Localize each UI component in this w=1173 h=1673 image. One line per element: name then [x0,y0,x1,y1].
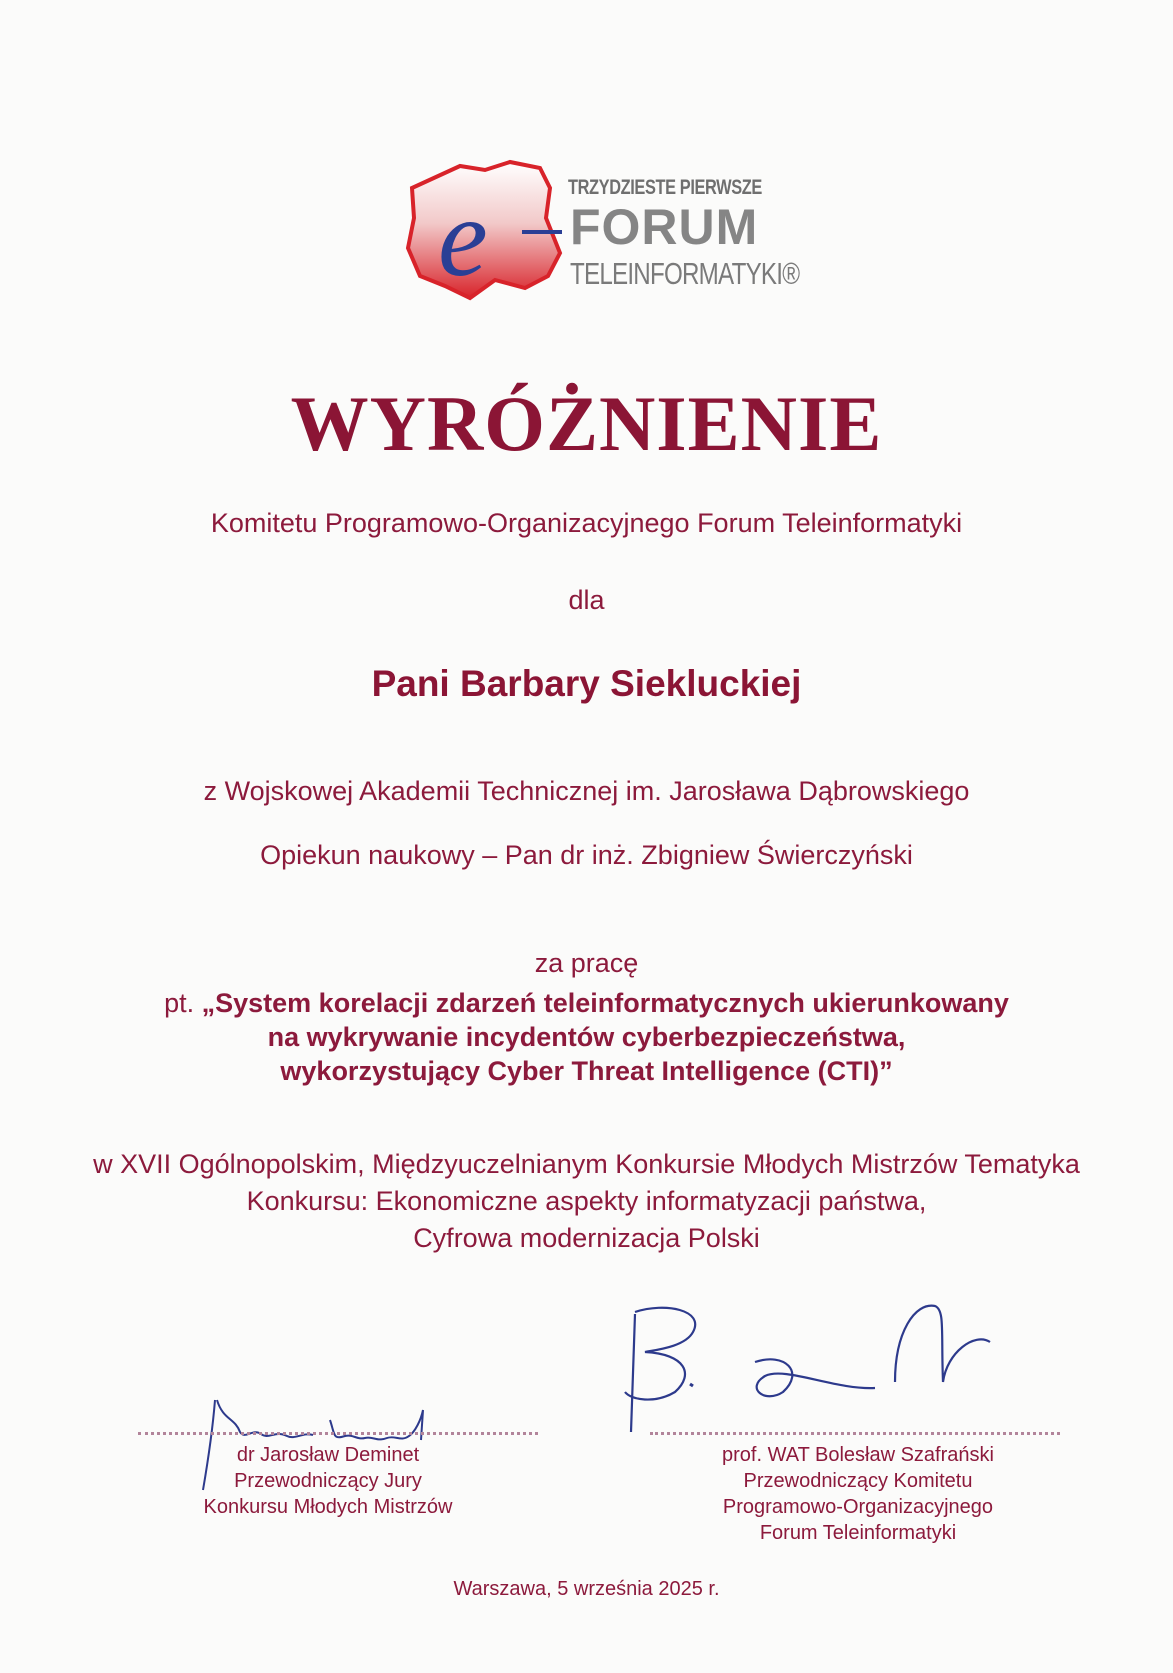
work-prefix: pt. [164,988,195,1018]
contest-line2: Konkursu: Ekonomiczne aspekty informatyzacji państwa, [246,1186,927,1216]
right-signatory [648,1442,1068,1546]
forum-logo [400,158,800,308]
logo-line3: TELEINFORMATYKI® [570,256,800,291]
contest-text [0,1146,1173,1257]
logo-e-letter: e [438,176,488,300]
committee-text: Komitetu Programowo-Organizacyjnego Forum Teleinformatyki [210,508,963,538]
left-signatory-role2: Konkursu Młodych Mistrzów [203,1496,453,1518]
right-signatory-name: prof. WAT Bolesław Szafrański [722,1444,994,1466]
right-signatory-role3: Forum Teleinformatyki [759,1522,957,1544]
logo-line1: TRZYDZIESTE PIERWSZE [568,176,762,199]
work-intro: za pracę [534,948,639,978]
contest-line3: Cyfrowa modernizacja Polski [413,1223,760,1253]
signature-line-left [138,1432,538,1435]
for-word: dla [568,585,605,615]
work-title-line3: wykorzystujący Cyber Threat Intelligence (CTI)” [280,1056,893,1086]
institution-text: z Wojskowej Akademii Technicznej im. Jarosława Dąbrowskiego [203,776,970,806]
right-signatory-role2: Programowo-Organizacyjnego [722,1496,994,1518]
recipient-name: Pani Barbary Siekluckiej [371,663,802,704]
date-place: Warszawa, 5 września 2025 r. [453,1578,720,1600]
work-title [0,986,1173,1088]
work-title-line1: „System korelacji zdarzeń teleinformatycznych ukierunkowany [201,988,1009,1018]
right-signature [595,1292,1015,1442]
certificate-title: WYRÓŻNIENIE [290,380,883,467]
left-signatory [118,1442,538,1520]
advisor-text: Opiekun naukowy – Pan dr inż. Zbigniew Świerczyński [260,840,913,870]
logo-dash [522,230,562,234]
left-signatory-role1: Przewodniczący Jury [234,1470,422,1492]
signature-line-right [650,1432,1060,1435]
left-signatory-name: dr Jarosław Deminet [236,1444,420,1466]
right-signatory-role1: Przewodniczący Komitetu [743,1470,973,1492]
logo-line2: FORUM [570,199,759,255]
contest-line1: w XVII Ogólnopolskim, Międzyuczelnianym Konkursie Młodych Mistrzów Tematyka [93,1149,1080,1179]
work-title-line2: na wykrywanie incydentów cyberbezpieczeństwa, [267,1022,906,1052]
